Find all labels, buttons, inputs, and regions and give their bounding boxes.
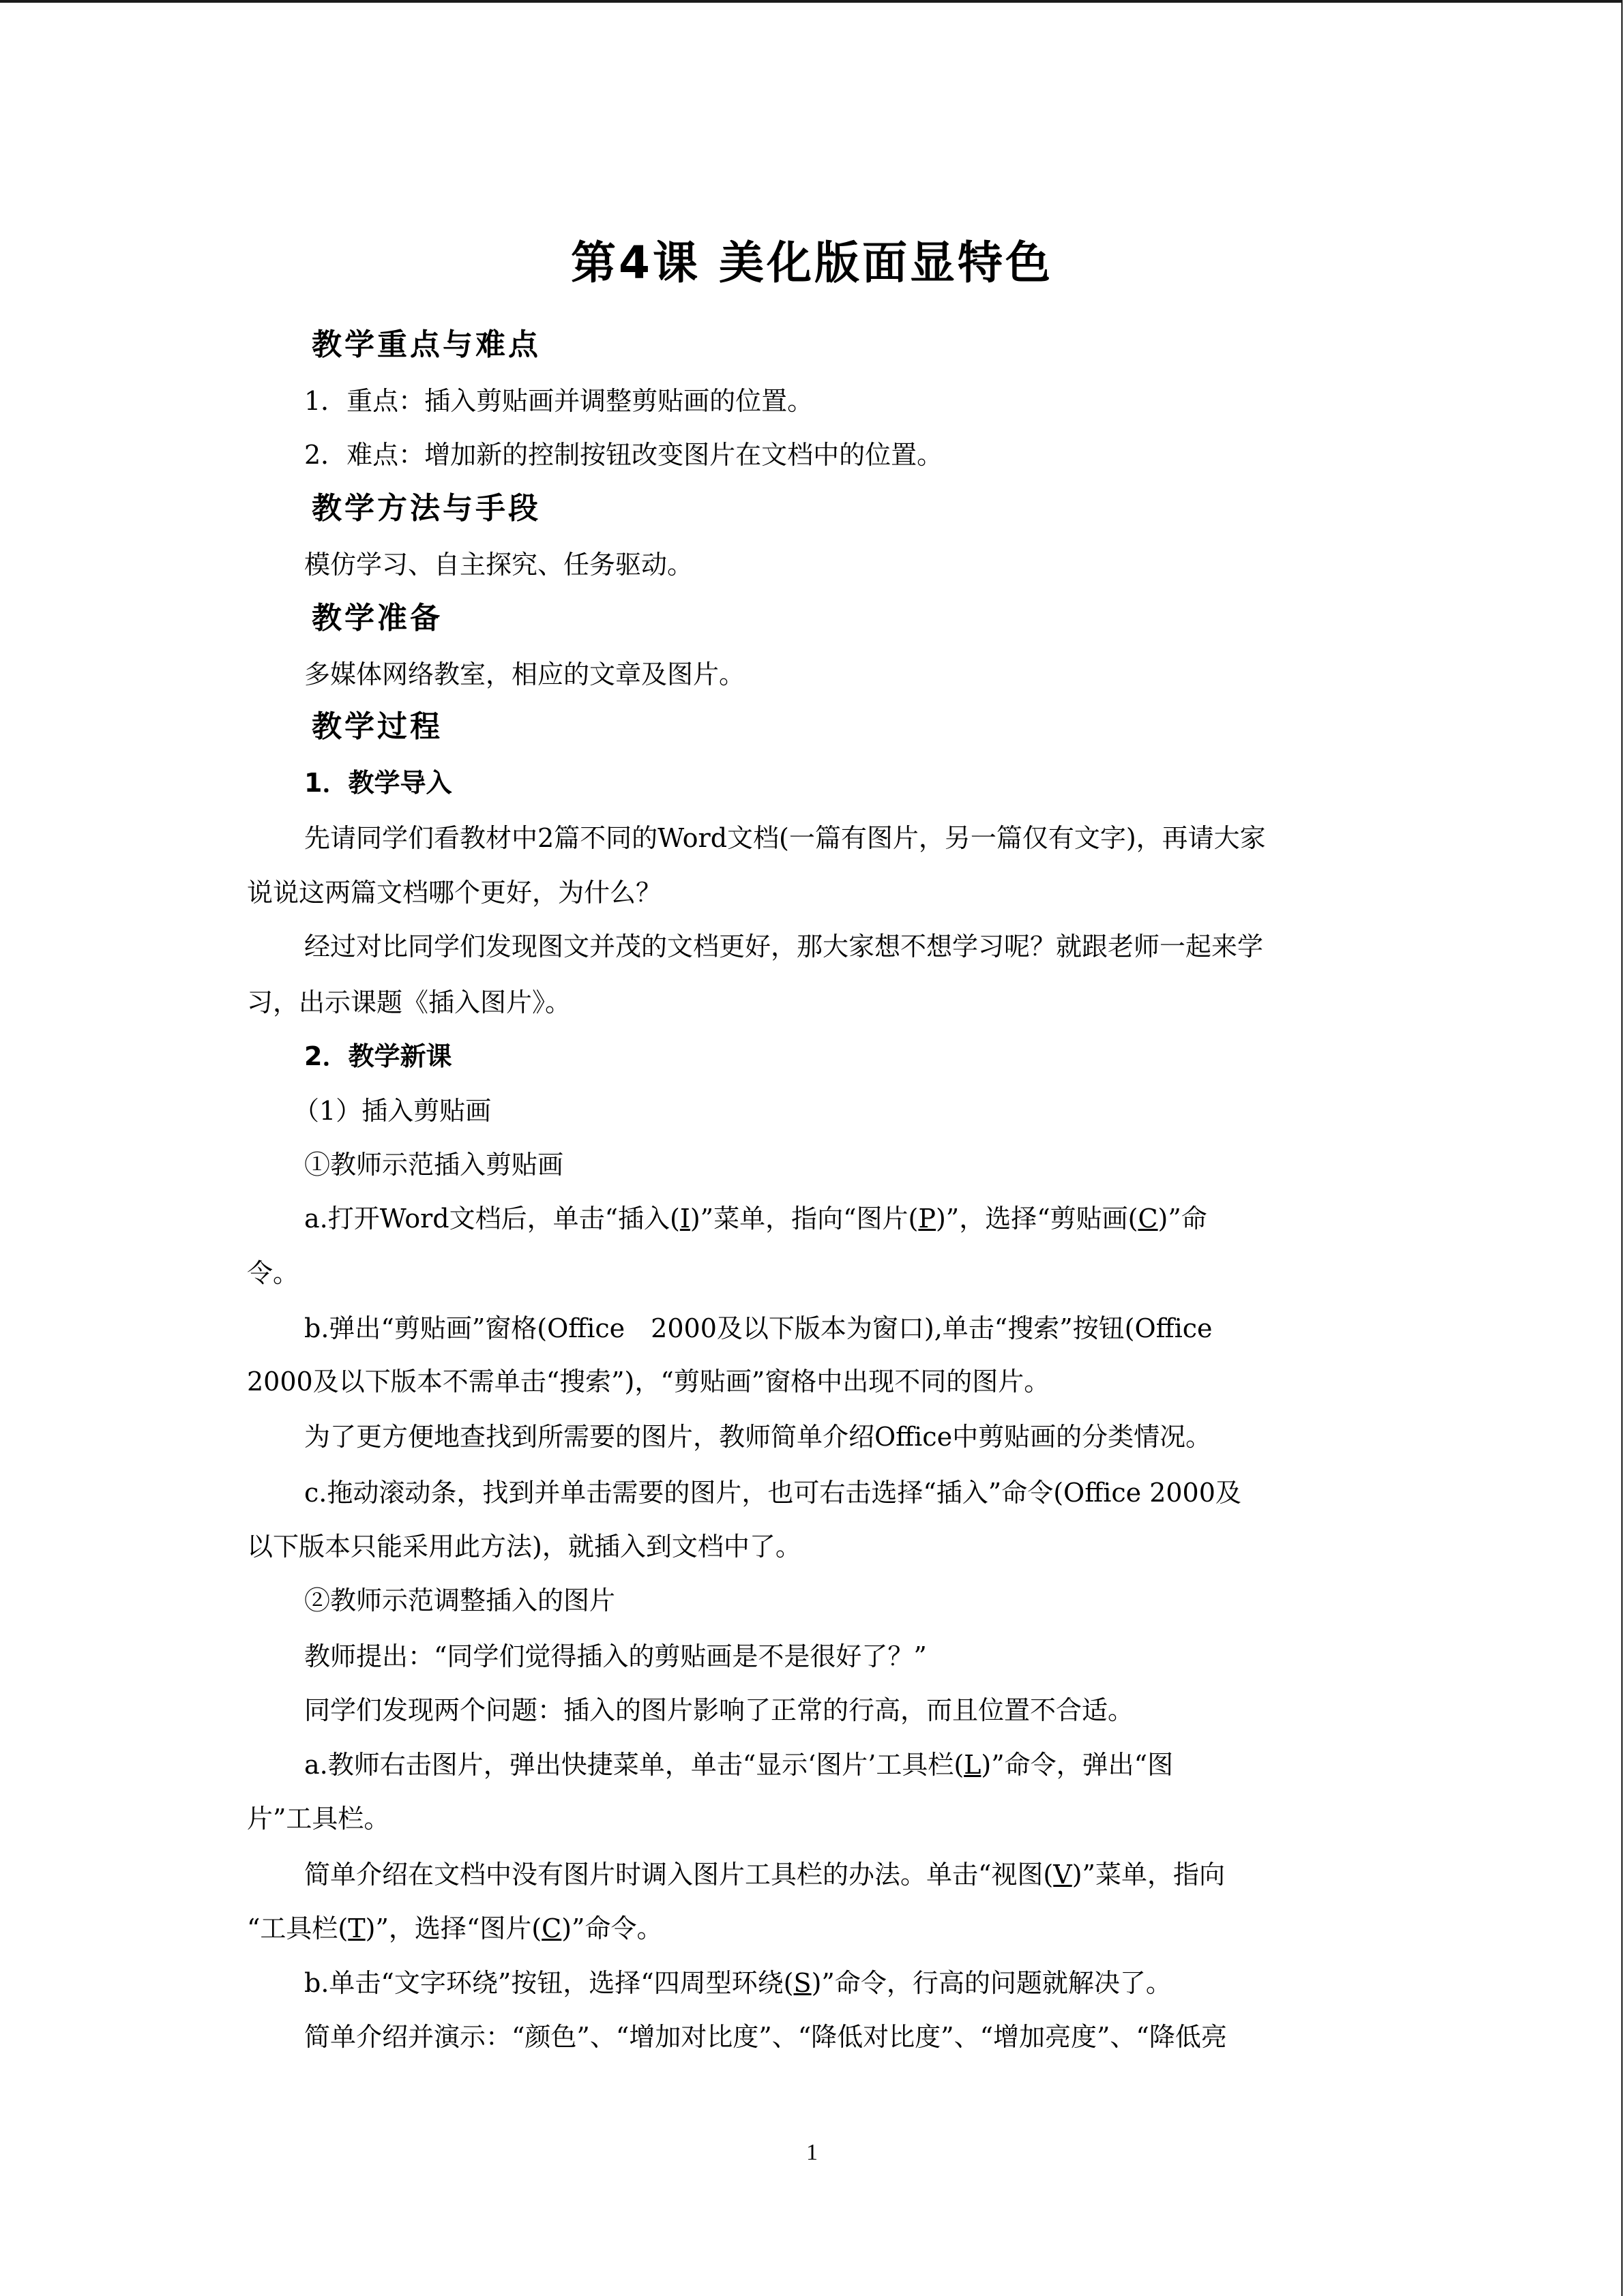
step1-title: ①教师示范插入剪贴画 xyxy=(304,1150,564,1180)
toolbar-intro-text-2: )”菜单，指向 xyxy=(1072,1860,1225,1890)
key-point-2: 2．难点：增加新的控制按钮改变图片在文档中的位置。 xyxy=(304,440,943,470)
step-c-line-1: c.拖动滚动条，找到并单击需要的图片，也可右击选择“插入”命令(Office 2000及 xyxy=(304,1478,1241,1508)
adjust-b-text-1: b.单击“文字环绕”按钮，选择“四周型环绕( xyxy=(304,1968,794,1998)
accelerator-key-c2: C xyxy=(542,1913,562,1943)
step-a-line-1 xyxy=(304,1202,1207,1236)
note-categories: 为了更方便地查找到所需要的图片，教师简单介绍Office中剪贴画的分类情况。 xyxy=(304,1422,1212,1452)
preparation-text: 多媒体网络教室，相应的文章及图片。 xyxy=(304,659,745,689)
adjust-a-text-2: )”命令，弹出“图 xyxy=(981,1750,1174,1780)
step-a-text-4: )”命 xyxy=(1157,1204,1207,1234)
adjust-a-line-2: 片”工具栏。 xyxy=(247,1804,390,1834)
step-a-text-3: )”，选择“剪贴画( xyxy=(935,1204,1138,1234)
heading-methods: 教学方法与手段 xyxy=(312,491,541,526)
intro-line-1: 先请同学们看教材中2篇不同的Word文档(一篇有图片，另一篇仅有文字)，再请大家 xyxy=(304,823,1266,853)
step-b-line-2: 2000及以下版本不需单击“搜索”)，“剪贴画”窗格中出现不同的图片。 xyxy=(247,1367,1050,1397)
intro-line-3: 经过对比同学们发现图文并茂的文档更好，那大家想不想学习呢？就跟老师一起来学 xyxy=(304,931,1264,961)
part1-title: （1）插入剪贴画 xyxy=(293,1096,492,1126)
page-title: 第4课 美化版面显特色 xyxy=(571,237,1053,289)
step-c-line-2: 以下版本只能采用此方法)，就插入到文档中了。 xyxy=(247,1532,801,1562)
heading-preparation: 教学准备 xyxy=(312,601,443,636)
accelerator-key-p: P xyxy=(918,1204,936,1234)
key-point-1: 1．重点：插入剪贴画并调整剪贴画的位置。 xyxy=(304,386,814,416)
heading-new-lesson: 2．教学新课 xyxy=(304,1041,452,1071)
methods-text: 模仿学习、自主探究、任务驱动。 xyxy=(304,550,694,580)
toolbar-intro-text-4: )”，选择“图片( xyxy=(365,1913,542,1943)
students-found: 同学们发现两个问题：插入的图片影响了正常的行高，而且位置不合适。 xyxy=(304,1695,1134,1725)
toolbar-intro-text-3: “工具栏( xyxy=(247,1913,349,1943)
adjust-a-line-1 xyxy=(304,1748,1173,1782)
accelerator-key-c: C xyxy=(1138,1204,1158,1234)
teacher-question: 教师提出：“同学们觉得插入的剪贴画是不是很好了？” xyxy=(304,1641,927,1671)
heading-intro: 1．教学导入 xyxy=(304,768,452,798)
toolbar-intro-text-5: )”命令。 xyxy=(561,1913,663,1943)
step-b-line-1: b.弹出“剪贴画”窗格(Office 2000及以下版本为窗口),单击“搜索”按钮(Office xyxy=(304,1313,1213,1343)
step-a-line-2: 令。 xyxy=(247,1258,299,1288)
adjust-b-text-2: )”命令，行高的问题就解决了。 xyxy=(811,1968,1172,1998)
toolbar-intro-line-1 xyxy=(304,1858,1225,1892)
step-a-text-2: )”菜单，指向“图片( xyxy=(690,1204,919,1234)
accelerator-key-s: S xyxy=(793,1968,812,1998)
heading-key-points: 教学重点与难点 xyxy=(312,327,541,362)
accelerator-key-i: I xyxy=(679,1204,690,1234)
heading-process: 教学过程 xyxy=(312,709,443,744)
intro-line-4: 习，出示课题《插入图片》。 xyxy=(247,987,572,1017)
page-number: 1 xyxy=(806,2140,818,2165)
toolbar-intro-text-1: 简单介绍在文档中没有图片时调入图片工具栏的办法。单击“视图( xyxy=(304,1860,1054,1890)
accelerator-key-t: T xyxy=(348,1913,366,1943)
intro-line-2: 说说这两篇文档哪个更好，为什么？ xyxy=(247,878,662,908)
step-a-text-1: a.打开Word文档后，单击“插入( xyxy=(304,1204,680,1234)
demo-intro: 简单介绍并演示：“颜色”、“增加对比度”、“降低对比度”、“增加亮度”、“降低亮 xyxy=(304,2022,1227,2052)
toolbar-intro-line-2 xyxy=(247,1911,662,1945)
step2-title: ②教师示范调整插入的图片 xyxy=(304,1585,616,1615)
accelerator-key-l: L xyxy=(964,1750,981,1780)
accelerator-key-v: V xyxy=(1053,1860,1072,1890)
adjust-b-line xyxy=(304,1966,1172,2000)
adjust-a-text-1: a.教师右击图片，弹出快捷菜单，单击“显示‘图片’工具栏( xyxy=(304,1750,964,1780)
